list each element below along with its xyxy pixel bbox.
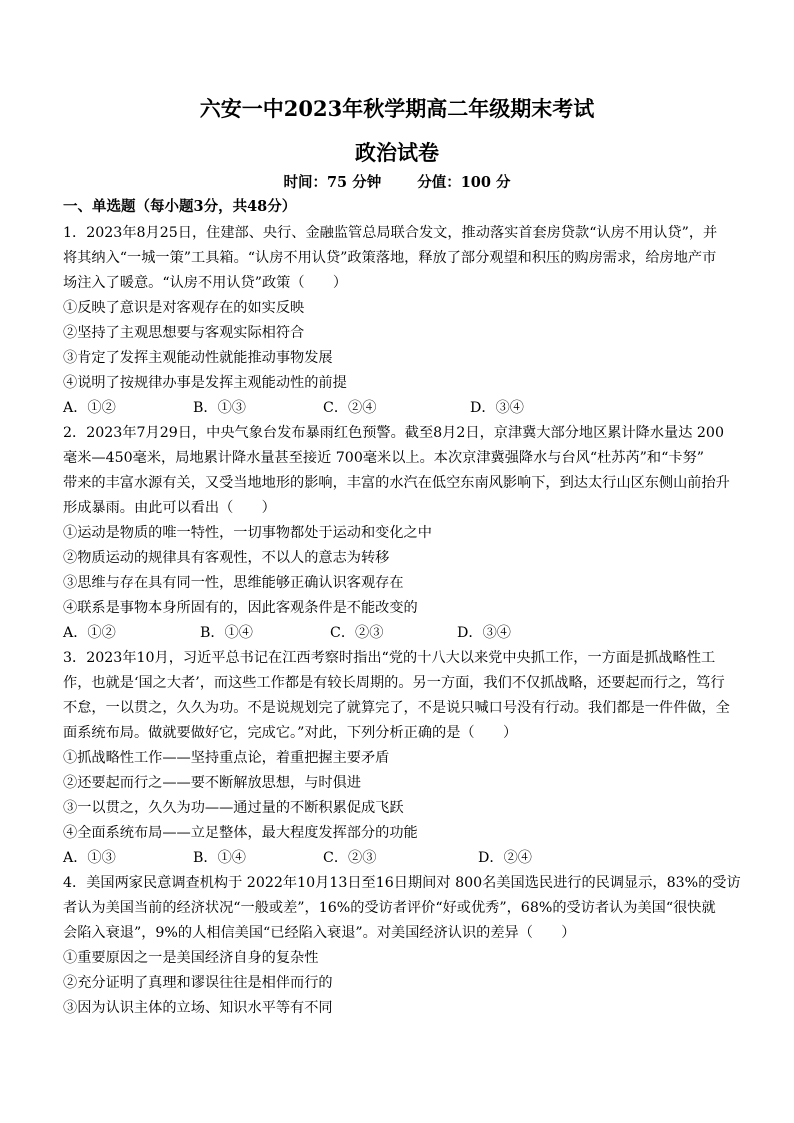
exam-time: 时间：75 分钟	[283, 174, 382, 191]
q1-option-a[interactable]: A．①②	[63, 400, 116, 416]
q3-option-c[interactable]: C．②③	[323, 850, 377, 866]
q2-item: ②物质运动的规律具有客观性，不以人的意志为转移	[63, 550, 390, 566]
q2-stem-line: 形成暴雨。由此可以看出（ ）	[63, 500, 276, 516]
q2-item: ①运动是物质的唯一特性，一切事物都处于运动和变化之中	[63, 525, 432, 541]
q4-item: ①重要原因之一是美国经济自身的复杂性	[63, 950, 319, 966]
q4-stem-line: 会陷入衰退”，9%的人相信美国“已经陷入衰退”。对美国经济认识的差异（ ）	[63, 925, 576, 941]
q2-option-b[interactable]: B．①④	[200, 625, 253, 641]
q3-item: ②还要起而行之——要不断解放思想，与时俱进	[63, 775, 361, 791]
q1-item: ②坚持了主观思想要与客观实际相符合	[63, 325, 305, 341]
q1-option-b[interactable]: B．①③	[193, 400, 246, 416]
q3-stem-line: 作，也就是‘国之大者’，而这些工作都是有较长周期的。另一方面，我们不仅抓战略，还要起而行之，笃行	[63, 675, 725, 691]
q2-stem-line: 2．2023年7月29日，中央气象台发布暴雨红色预警。截至8月2日，京津冀大部分地区累计降水量达 200	[63, 425, 724, 441]
q4-item: ②充分证明了真理和谬误往往是相伴而行的	[63, 975, 333, 991]
q4-stem-line: 者认为美国当前的经济状况“一般或差”，16%的受访者评价“好或优秀”，68%的受访者认为美国“很快就	[63, 900, 716, 916]
exam-score: 分值：100 分	[417, 174, 511, 191]
q1-option-c[interactable]: C．②④	[323, 400, 377, 416]
q1-option-d[interactable]: D．③④	[470, 400, 524, 416]
q1-item: ③肯定了发挥主观能动性就能推动事物发展	[63, 350, 333, 366]
q2-item: ④联系是事物本身所固有的，因此客观条件是不能改变的	[63, 600, 418, 616]
q2-item: ③思维与存在具有同一性，思维能够正确认识客观存在	[63, 575, 404, 591]
q2-option-c[interactable]: C．②③	[330, 625, 384, 641]
q2-stem-line: 毫米—450毫米，局地累计降水量甚至接近 700毫米以上。本次京津冀强降水与台风“杜苏芮”和“卡努”	[63, 450, 704, 466]
exam-title: 六安一中2023年秋学期高二年级期末考试	[199, 96, 595, 121]
q2-option-d[interactable]: D．③④	[457, 625, 511, 641]
q1-stem-line: 将其纳入“一城一策”工具箱。“认房不用认贷”政策落地，释放了部分观望和积压的购房需求，给房地产市	[63, 250, 717, 266]
section-heading: 一、单选题（每小题3分，共48分）	[63, 198, 297, 215]
q3-item: ①抓战略性工作——坚持重点论，着重把握主要矛盾	[63, 750, 390, 766]
q1-item: ④说明了按规律办事是发挥主观能动性的前提	[63, 375, 347, 391]
q1-item: ①反映了意识是对客观存在的如实反映	[63, 300, 305, 316]
exam-info	[0, 171, 794, 192]
q3-stem-line: 面系统布局。做就要做好它，完成它。”对此，下列分析正确的是（ ）	[63, 725, 518, 741]
q3-option-b[interactable]: B．①④	[193, 850, 246, 866]
q3-stem-line: 3．2023年10月，习近平总书记在江西考察时指出“党的十八大以来党中央抓工作，一方面是抓战略性工	[63, 650, 716, 666]
q2-stem-line: 带来的丰富水源有关，又受当地地形的影响，丰富的水汽在低空东南风影响下，到达太行山区东侧山前抬升	[63, 475, 730, 491]
q1-stem-line: 场注入了暖意。“认房不用认贷”政策（ ）	[63, 275, 348, 291]
q3-option-a[interactable]: A．①③	[63, 850, 116, 866]
q1-stem-line: 1．2023年8月25日，住建部、央行、金融监管总局联合发文，推动落实首套房贷款“认房不用认贷”，并	[63, 225, 718, 241]
q4-stem-line: 4．美国两家民意调查机构于 2022年10月13日至16日期间对 800名美国选民进行的民调显示，83%的受访	[63, 875, 741, 891]
q3-item: ④全面系统布局——立足整体，最大程度发挥部分的功能	[63, 825, 418, 841]
q3-option-d[interactable]: D．②④	[478, 850, 532, 866]
q2-option-a[interactable]: A．①②	[63, 625, 116, 641]
q3-stem-line: 不怠，一以贯之，久久为功。不是说规划完了就算完了，不是说只喊口号没有行动。我们都是一件件做，全	[63, 700, 730, 716]
exam-subtitle: 政治试卷	[355, 140, 439, 165]
q4-item: ③因为认识主体的立场、知识水平等有不同	[63, 1000, 333, 1016]
q3-item: ③一以贯之，久久为功——通过量的不断积累促成飞跃	[63, 800, 404, 816]
